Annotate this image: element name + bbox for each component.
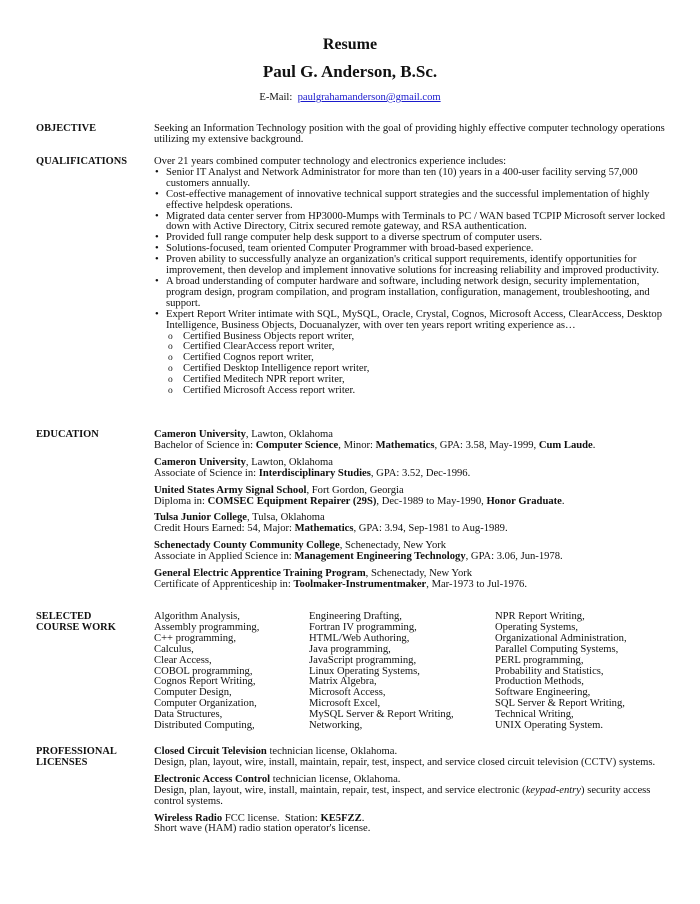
qualification-item: • A broad understanding of computer hardware and software, including network design, security implementation, program design, program compilation, and program installation, configuration, management, troubleshooting, and support. xyxy=(154,277,674,310)
course-item: PERL programming, xyxy=(495,654,584,666)
course-item: Microsoft Access, xyxy=(309,687,386,699)
school-location: , Lawton, Oklahoma xyxy=(245,456,333,468)
license-description xyxy=(154,786,674,808)
certification-item: o Certified Desktop Intelligence report writer, xyxy=(154,364,674,375)
course-item: JavaScript programming, xyxy=(309,654,417,666)
license-description: Design, plan, layout, wire, install, maintain, repair, test, inspect, and service closed circuit television (CCTV) systems. xyxy=(154,756,656,768)
degree-details: , Dec-1989 to May-1990, xyxy=(376,495,487,507)
course-item: SQL Server & Report Writing, xyxy=(495,698,625,710)
email-link[interactable]: paulgrahamanderson@gmail.com xyxy=(297,92,441,103)
license-detail: FCC license. Station: xyxy=(222,812,321,824)
degree-prefix: Associate in Applied Science in: xyxy=(154,551,295,563)
objective-text xyxy=(154,124,674,146)
course-item: HTML/Web Authoring, xyxy=(309,632,410,644)
school-name: Cameron University xyxy=(154,429,246,440)
license-entry xyxy=(154,775,674,808)
qualifications-section xyxy=(154,157,674,397)
course-item: Organizational Administration, xyxy=(495,632,627,644)
degree-minor: Mathematics xyxy=(375,439,435,451)
course-item: Microsoft Excel, xyxy=(309,698,381,710)
coursework-columns xyxy=(154,612,674,742)
degree-end: . xyxy=(592,439,596,451)
course-item: Calculus, xyxy=(154,643,194,655)
course-item: Probability and Statistics, xyxy=(495,665,604,677)
objective-paragraph: Seeking an Information Technology position with the goal of providing highly effective computer technology operations utilizing my extensive background. xyxy=(154,123,665,145)
degree-major: Interdisciplinary Studies xyxy=(258,467,371,479)
course-item: UNIX Operating System. xyxy=(495,720,603,732)
certification-item: o Certified Microsoft Access report writer. xyxy=(154,386,674,397)
qualification-item: • Expert Report Writer intimate with SQL, MySQL, Oracle, Crystal, Cognos, Microsoft Access, ClearAccess, Desktop Intelligence, Business Objects, Docuanalyzer, with over ten years report writing experience as… xyxy=(154,310,674,332)
education-section xyxy=(154,430,674,597)
degree-prefix: Certificate of Apprenticeship in: xyxy=(154,578,294,590)
degree-details: , GPA: 3.06, Jun-1978. xyxy=(465,551,563,563)
course-item: NPR Report Writing, xyxy=(495,611,585,622)
course-item: Data Structures, xyxy=(154,709,223,721)
qualification-item: • Senior IT Analyst and Network Administrator for more than ten (10) years in a 400-user facility serving 57,000 customers annually. xyxy=(154,168,674,190)
education-entry xyxy=(154,486,674,508)
course-item: Linux Operating Systems, xyxy=(309,665,420,677)
coursework-label xyxy=(36,612,151,634)
licenses-section xyxy=(154,747,674,841)
school-name: United States Army Signal School xyxy=(154,484,307,496)
degree-details: , GPA: 3.58, May-1999, xyxy=(434,439,539,451)
objective-label: OBJECTIVE xyxy=(36,123,97,134)
course-item: MySQL Server & Report Writing, xyxy=(309,709,454,721)
course-item: Parallel Computing Systems, xyxy=(495,643,619,655)
degree-prefix: Diploma in: xyxy=(154,495,208,507)
school-location: , Schenectady, New York xyxy=(339,540,447,552)
education-entry xyxy=(154,430,674,452)
course-item: Algorithm Analysis, xyxy=(154,611,240,622)
candidate-name: Paul G. Anderson, B.Sc. xyxy=(262,62,438,81)
degree-major: Management Engineering Technology xyxy=(294,551,466,563)
degree-prefix: Bachelor of Science in: xyxy=(154,439,256,451)
school-location: , Schenectady, New York xyxy=(365,568,473,580)
license-entry xyxy=(154,814,674,836)
education-entry xyxy=(154,513,674,535)
course-item: Technical Writing, xyxy=(495,709,574,721)
license-title: Wireless Radio xyxy=(154,812,223,824)
degree-end: . xyxy=(561,495,565,507)
coursework-column-1 xyxy=(154,612,259,732)
certification-item: o Certified Business Objects report writer, xyxy=(154,332,674,343)
degree-honor: Honor Graduate xyxy=(486,495,562,507)
qualification-item: • Cost-effective management of innovative technical support strategies and the successful implementation of highly effective helpdesk operations. xyxy=(154,190,674,212)
course-item: Networking, xyxy=(309,720,363,732)
license-desc-italic: keypad-entry xyxy=(525,784,582,796)
qualifications-list xyxy=(154,168,674,332)
license-title: Electronic Access Control xyxy=(154,773,271,785)
licenses-label xyxy=(36,747,151,769)
degree-details: , Mar-1973 to Jul-1976. xyxy=(426,578,527,590)
degree-prefix: Credit Hours Earned: 54, Major: xyxy=(154,523,295,535)
school-location: , Fort Gordon, Georgia xyxy=(306,484,404,496)
certification-list xyxy=(154,332,674,397)
station-callsign: KE5FZZ xyxy=(320,812,362,824)
degree-details: , GPA: 3.52, Dec-1996. xyxy=(370,467,471,479)
course-item: Computer Organization, xyxy=(154,698,257,710)
license-desc-post: ) security access control systems. xyxy=(154,784,651,807)
course-item: Engineering Drafting, xyxy=(309,611,402,622)
license-description: Short wave (HAM) radio station operator's license. xyxy=(154,823,371,835)
certification-item: o Certified Meditech NPR report writer, xyxy=(154,375,674,386)
course-item: Clear Access, xyxy=(154,654,212,666)
qualification-item: • Proven ability to successfully analyze an organization's critical support requirements, identify opportunities for improvement, then develop and implement innovative solutions for increasing reliability and improved productivity. xyxy=(154,255,674,277)
email-row xyxy=(0,93,700,104)
school-name: Tulsa Junior College xyxy=(154,512,248,524)
degree-prefix: Associate of Science in: xyxy=(154,467,259,479)
course-item: Production Methods, xyxy=(495,676,584,688)
course-item: Computer Design, xyxy=(154,687,232,699)
degree-major: Toolmaker-Instrumentmaker xyxy=(293,578,427,590)
degree-details: , GPA: 3.94, Sep-1981 to Aug-1989. xyxy=(353,523,508,535)
course-item: Assembly programming, xyxy=(154,621,260,633)
license-detail: technician license, Oklahoma. xyxy=(266,746,398,757)
certification-item: o Certified Cognos report writer, xyxy=(154,353,674,364)
course-item: Java programming, xyxy=(309,643,391,655)
degree-honor: Cum Laude xyxy=(538,439,593,451)
degree-major: COMSEC Equipment Repairer (29S) xyxy=(207,495,377,507)
course-item: Distributed Computing, xyxy=(154,720,255,732)
school-name: General Electric Apprentice Training Program xyxy=(154,568,366,580)
license-detail: technician license, Oklahoma. xyxy=(270,773,401,785)
licenses-label-line1: PROFESSIONAL xyxy=(36,746,117,757)
degree-major: Mathematics xyxy=(294,523,354,535)
degree-major: Computer Science xyxy=(255,439,339,451)
education-entry xyxy=(154,569,674,591)
email-label: E-Mail: xyxy=(259,92,293,103)
station-end: . xyxy=(361,812,365,824)
licenses-label-line2: LICENSES xyxy=(36,756,88,768)
license-desc-pre: Design, plan, layout, wire, install, maintain, repair, test, inspect, and service electronic ( xyxy=(154,784,526,796)
course-item: Fortran IV programming, xyxy=(309,621,417,633)
school-name: Schenectady County Community College xyxy=(154,540,340,552)
qualification-item: • Solutions-focused, team oriented Computer Programmer with broad-based experience. xyxy=(154,244,674,255)
license-title: Closed Circuit Television xyxy=(154,746,267,757)
qualification-item: • Migrated data center server from HP3000-Mumps with Terminals to PC / WAN based TCPIP Microsoft server locked down with Active Directory, Citrix secured remote gateway, and RSA authentication. xyxy=(154,212,674,234)
course-item: C++ programming, xyxy=(154,632,236,644)
education-entry xyxy=(154,458,674,480)
certification-item: o Certified ClearAccess report writer, xyxy=(154,342,674,353)
course-item: COBOL programming, xyxy=(154,665,253,677)
course-item: Operating Systems, xyxy=(495,621,578,633)
resume-title: Resume xyxy=(322,36,378,53)
coursework-column-3 xyxy=(495,612,627,732)
qualifications-label: QUALIFICATIONS xyxy=(36,156,128,167)
education-label: EDUCATION xyxy=(36,429,99,440)
education-entry xyxy=(154,541,674,563)
coursework-column-2 xyxy=(309,612,454,732)
coursework-label-line2: COURSE WORK xyxy=(36,621,116,633)
qualifications-intro: Over 21 years combined computer technology and electronics experience includes: xyxy=(154,156,507,167)
qualification-item: • Provided full range computer help desk support to a diverse spectrum of computer users. xyxy=(154,233,674,244)
school-location: , Lawton, Oklahoma xyxy=(245,429,333,440)
license-entry xyxy=(154,747,674,769)
school-name: Cameron University xyxy=(154,456,246,468)
course-item: Software Engineering, xyxy=(495,687,591,699)
course-item: Cognos Report Writing, xyxy=(154,676,256,688)
coursework-label-line1: SELECTED xyxy=(36,611,92,622)
course-item: Matrix Algebra, xyxy=(309,676,377,688)
degree-mid: , Minor: xyxy=(338,439,376,451)
school-location: , Tulsa, Oklahoma xyxy=(247,512,325,524)
